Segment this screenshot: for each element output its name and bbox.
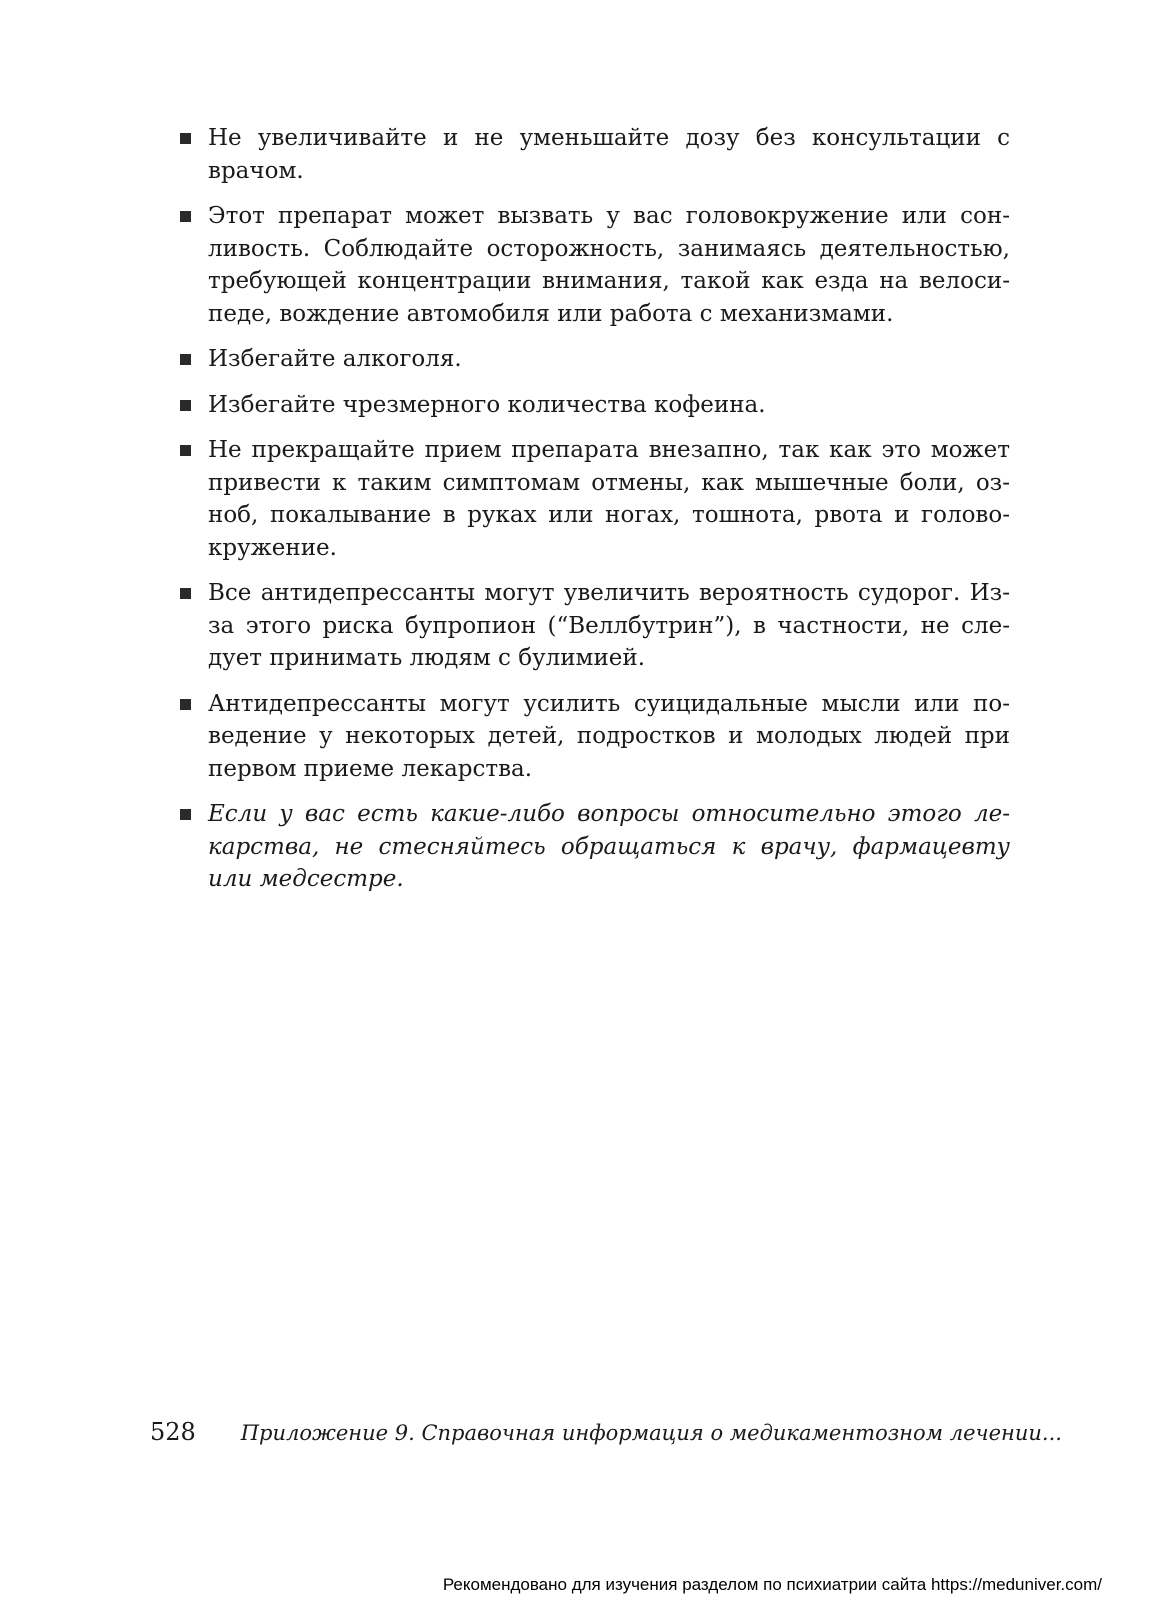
list-item [180,389,1010,422]
square-bullet-icon [180,211,191,222]
square-bullet-icon [180,400,191,411]
list-item-text: Избегайте чрезмерного количества кофеина. [208,391,766,418]
square-bullet-icon [180,588,191,599]
list-item-text: Антидепрессанты могут усилить суицидальные мысли или поведение у некоторых детей, подростков и молодых людей при первом приеме лекарства. [208,690,1010,782]
list-item-text: Не прекращайте прием препарата внезапно, так как это может привести к таким симптомам отмены, как мышечные боли, озноб, покалывание в руках или ногах, тошнота, рвота и головокружение. [208,437,1010,561]
watermark-text: Рекомендовано для изучения разделом по психиатрии сайта https://meduniver.com/ [442,1575,1102,1594]
list-item-text: Этот препарат может вызвать у вас головокружение или сонливость. Соблюдайте осторожность, занимаясь деятельностью, требующей концентрации внимания, такой как езда на велосипеде, вождение автомобиля или работа с механизмами. [208,203,1010,327]
list-item [180,434,1010,564]
square-bullet-icon [180,354,191,365]
list-item [180,688,1010,786]
page-footer [150,1418,1062,1447]
square-bullet-icon [180,699,191,710]
square-bullet-icon [180,445,191,456]
list-item [180,577,1010,675]
list-item [180,798,1010,896]
list-item [180,122,1010,187]
list-item [180,343,1010,376]
list-item [180,200,1010,330]
square-bullet-icon [180,133,191,144]
list-item-text: Избегайте алкоголя. [208,346,462,372]
square-bullet-icon [180,809,191,820]
list-item-text: Все антидепрессанты могут увеличить вероятность судорог. Из-за этого риска бупропион (“Веллбутрин”), в частности, не следует принимать людям с булимией. [208,580,1010,671]
list-item-text: Если у вас есть какие-либо вопросы относительно этого лекарства, не стесняйтесь обращаться к врачу, фармацевту или медсестре. [208,801,1010,892]
running-head: Приложение 9. Справочная информация о медикаментозном лечении... [240,1421,1062,1445]
bullet-list [180,122,1010,909]
page-number: 528 [150,1418,196,1446]
list-item-text: Не увеличивайте и не уменьшайте дозу без консультации с врачом. [208,125,1010,184]
